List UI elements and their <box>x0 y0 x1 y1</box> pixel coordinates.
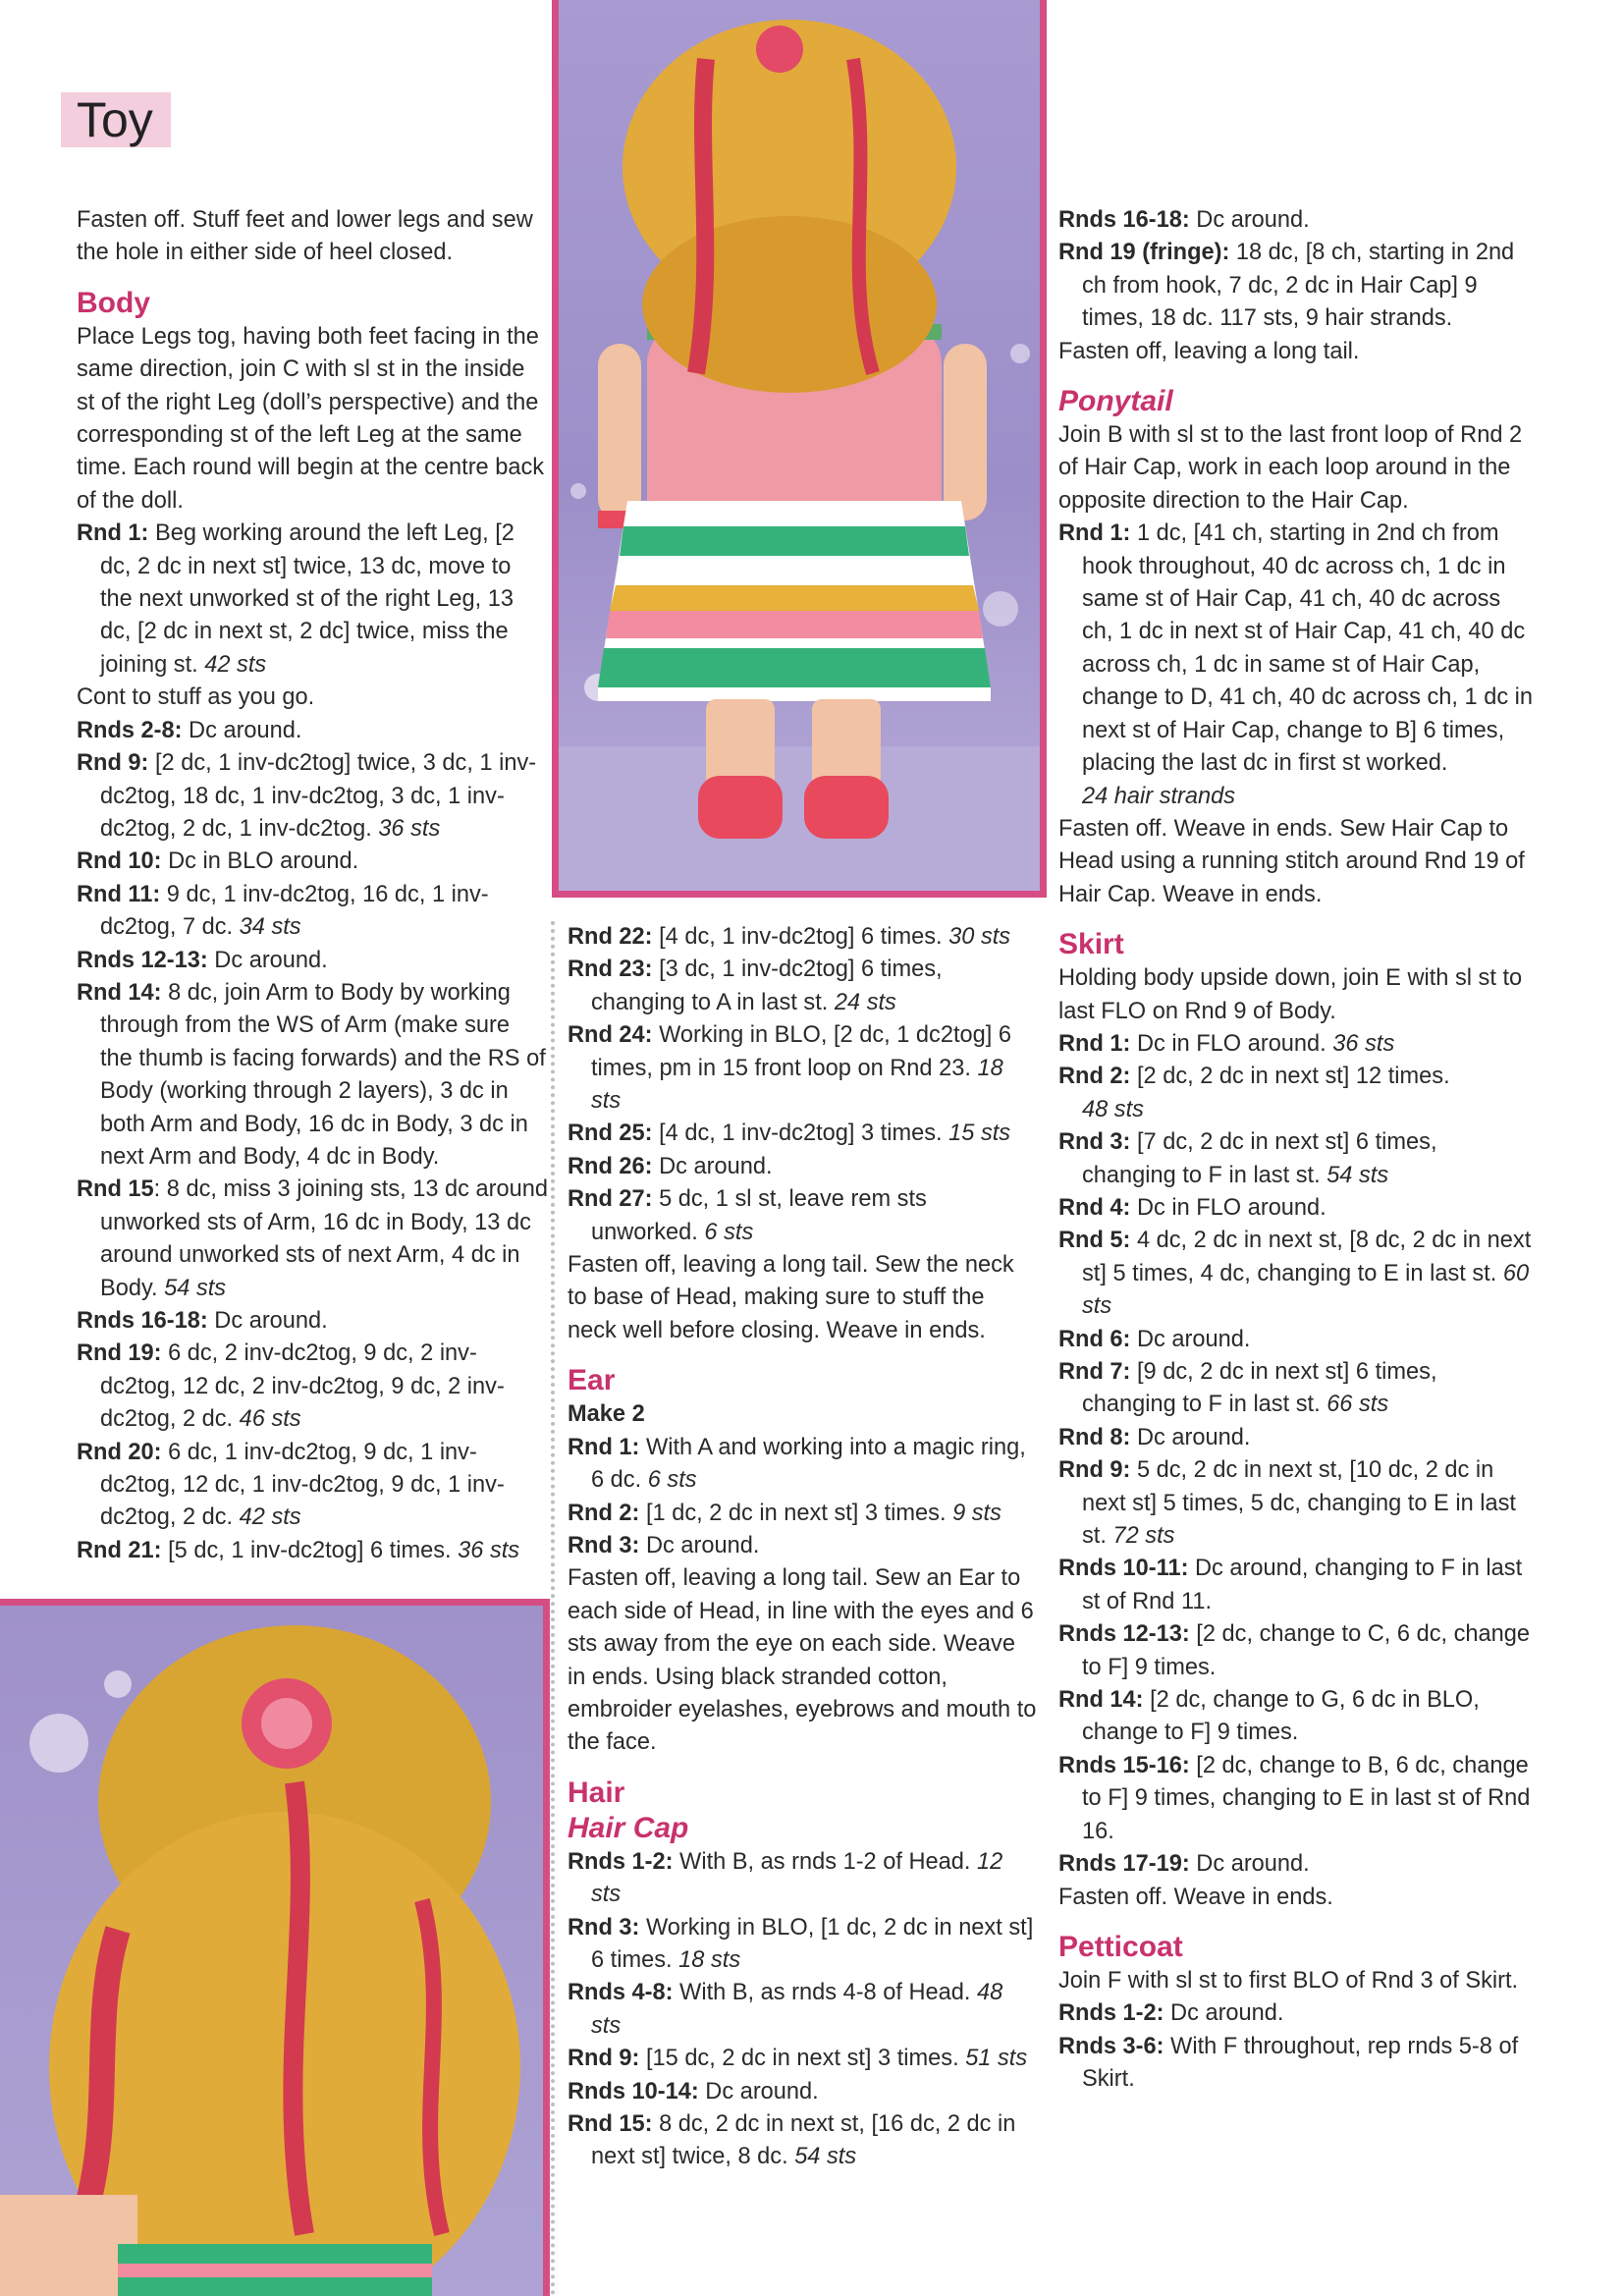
instruction-row: Rnd 6: Dc around. <box>1058 1326 1251 1352</box>
body-heading: Body <box>77 286 150 319</box>
instruction-row: Rnds 17-19: Dc around. <box>1058 1851 1310 1878</box>
instruction-note: Fasten off. Weave in ends. Sew Hair Cap to Head using a running stitch around Rnd 19 of Hair Cap. Weave in ends. <box>1058 815 1525 907</box>
instruction-row: Rnds 10-11: Dc around, changing to F in last st of Rnd 11. <box>1058 1556 1523 1614</box>
instruction-row: Rnd 7: [9 dc, 2 dc in next st] 6 times, changing to F in last st. 66 sts <box>1058 1359 1437 1418</box>
instruction-row: Rnd 10: Dc in BLO around. <box>77 848 359 875</box>
instruction-row: Rnd 8: Dc around. <box>1058 1424 1251 1450</box>
instruction-row: Rnd 3: [7 dc, 2 dc in next st] 6 times, changing to F in last st. 54 sts <box>1058 1129 1437 1188</box>
ponytail-heading: Ponytail <box>1058 385 1173 418</box>
column-1 <box>77 204 548 1567</box>
instruction-row: Rnd 20: 6 dc, 1 inv-dc2tog, 9 dc, 1 inv-dc2tog, 12 dc, 1 inv-dc2tog, 9 dc, 1 inv-dc2tog, 2 dc. 42 sts <box>77 1439 505 1531</box>
instruction-row: Rnd 1: Dc in FLO around. 36 sts <box>1058 1030 1395 1057</box>
instruction-row: Rnd 1: With A and working into a magic ring, 6 dc. 6 sts <box>568 1434 1026 1494</box>
doll-back-photo <box>552 0 1047 898</box>
instruction-note: Fasten off, leaving a long tail. Sew the neck to base of Head, making sure to stuff the neck well before closing. Weave in ends. <box>568 1252 1014 1343</box>
instruction-row: Rnds 4-8: With B, as rnds 4-8 of Head. 48 sts <box>568 1980 1003 2039</box>
instruction-row: Rnd 2: [2 dc, 2 dc in next st] 12 times. 48 sts <box>1058 1064 1450 1122</box>
ponytail-intro: Join B with sl st to the last front loop of Rnd 2 of Hair Cap, work in each loop around in the opposite direction to the Hair Cap. <box>1058 422 1523 514</box>
instruction-row: Rnd 15: 8 dc, 2 dc in next st, [16 dc, 2 dc in next st] twice, 8 dc. 54 sts <box>568 2111 1016 2170</box>
ear-make-count: Make 2 <box>568 1401 645 1428</box>
instruction-row: Rnd 23: [3 dc, 1 inv-dc2tog] 6 times, changing to A in last st. 24 sts <box>568 957 943 1015</box>
hair-heading: Hair <box>568 1776 625 1809</box>
ear-heading: Ear <box>568 1364 616 1397</box>
skirt-heading: Skirt <box>1058 928 1124 961</box>
instruction-row: Rnd 9: 5 dc, 2 dc in next st, [10 dc, 2 dc in next st] 5 times, 5 dc, changing to E in last st. 72 sts <box>1058 1457 1516 1550</box>
doll-hair-photo <box>0 1599 550 2296</box>
instruction-row: Rnd 9: [15 dc, 2 dc in next st] 3 times. 51 sts <box>568 2046 1028 2072</box>
instruction-row: Rnds 16-18: Dc around. <box>77 1308 328 1334</box>
body-intro: Place Legs tog, having both feet facing in the same direction, join C with sl st in the inside st of the right Leg (doll’s perspective) and the corresponding st of the left Leg at the same time. Each round will begin at the centre back of the doll. <box>77 323 545 514</box>
instruction-row: Rnd 1: 1 dc, [41 ch, starting in 2nd ch from hook throughout, 40 dc across ch, 1 dc in same st of Hair Cap, 41 ch, 40 dc across ch, 1 dc in next st of Hair Cap, 41 ch, 40 dc across ch, 1 dc in same st of Hair Cap, change to D, 41 ch, 40 dc across ch, 1 dc in next st of Hair Cap, change to B] 6 times, placing the last dc in first st worked. 24 hair strands <box>1058 520 1534 809</box>
instruction-row: Rnds 12-13: Dc around. <box>77 947 328 973</box>
intro-text: Fasten off. Stuff feet and lower legs and sew the hole in either side of heel closed. <box>77 207 533 266</box>
instruction-row: Rnds 3-6: With F throughout, rep rnds 5-8 of Skirt. <box>1058 2033 1519 2093</box>
instruction-row: Rnd 19: 6 dc, 2 inv-dc2tog, 9 dc, 2 inv-dc2tog, 12 dc, 2 inv-dc2tog, 9 dc, 2 inv-dc2tog, 2 dc. 46 sts <box>77 1340 505 1433</box>
instruction-row: Rnd 27: 5 dc, 1 sl st, leave rem sts unworked. 6 sts <box>568 1186 927 1245</box>
instruction-row: Rnds 1-2: With B, as rnds 1-2 of Head. 12 sts <box>568 1848 1003 1908</box>
column-2 <box>568 921 1037 2174</box>
instruction-row: Rnd 3: Working in BLO, [1 dc, 2 dc in next st] 6 times. 18 sts <box>568 1914 1034 1973</box>
instruction-row: Rnds 12-13: [2 dc, change to C, 6 dc, change to F] 9 times. <box>1058 1621 1531 1680</box>
instruction-row: Rnd 2: [1 dc, 2 dc in next st] 3 times. 9 sts <box>568 1500 1001 1526</box>
section-tag: Toy <box>61 92 171 147</box>
instruction-row: Rnd 9: [2 dc, 1 inv-dc2tog] twice, 3 dc, 1 inv-dc2tog, 18 dc, 1 inv-dc2tog, 3 dc, 1 inv-dc2tog, 2 dc, 1 inv-dc2tog. 36 sts <box>77 750 537 842</box>
instruction-note: Fasten off, leaving a long tail. <box>1058 338 1360 364</box>
instruction-row: Rnd 24: Working in BLO, [2 dc, 1 dc2tog] 6 times, pm in 15 front loop on Rnd 23. 18 sts <box>568 1022 1011 1115</box>
instruction-row: Rnd 11: 9 dc, 1 inv-dc2tog, 16 dc, 1 inv-dc2tog, 7 dc. 34 sts <box>77 881 489 941</box>
instruction-row: Rnd 14: 8 dc, join Arm to Body by working through from the WS of Arm (make sure the thumb is facing forwards) and the RS of Body (working through 2 layers), 3 dc in both Arm and Body, 16 dc in Body, 3 dc in next Arm and Body, 4 dc in Body. <box>77 979 546 1170</box>
instruction-note: Fasten off. Weave in ends. <box>1058 1884 1333 1910</box>
instruction-note: Fasten off, leaving a long tail. Sew an Ear to each side of Head, in line with the eyes and 6 sts away from the eye on each side. Weave in ends. Using black stranded cotton, embroider eyelashes, eyebrows and mouth to the face. <box>568 1565 1037 1756</box>
instruction-row: Rnd 14: [2 dc, change to G, 6 dc in BLO, change to F] 9 times. <box>1058 1687 1480 1746</box>
instruction-row: Rnd 25: [4 dc, 1 inv-dc2tog] 3 times. 15 sts <box>568 1121 1011 1147</box>
instruction-row: Rnd 22: [4 dc, 1 inv-dc2tog] 6 times. 30 sts <box>568 924 1011 950</box>
instruction-row: Rnd 5: 4 dc, 2 dc in next st, [8 dc, 2 dc in next st] 5 times, 4 dc, changing to E in last st. 60 sts <box>1058 1228 1532 1320</box>
instruction-row: Rnds 1-2: Dc around. <box>1058 2000 1284 2027</box>
instruction-row: Rnd 3: Dc around. <box>568 1532 760 1558</box>
instruction-row: Rnd 19 (fringe): 18 dc, [8 ch, starting in 2nd ch from hook, 7 dc, 2 dc in Hair Cap] 9 times, 18 dc. 117 sts, 9 hair strands. <box>1058 240 1515 332</box>
instruction-row: Rnd 1: Beg working around the left Leg, [2 dc, 2 dc in next st] twice, 13 dc, move to the next unworked st of the right Leg, 13 dc, [2 dc in next st, 2 dc] twice, miss the joining st. 42 sts <box>77 520 514 678</box>
instruction-row: Rnds 10-14: Dc around. <box>568 2078 819 2105</box>
column-divider <box>551 921 555 2296</box>
instruction-row: Rnd 4: Dc in FLO around. <box>1058 1194 1326 1221</box>
instruction-row: Rnd 21: [5 dc, 1 inv-dc2tog] 6 times. 36 sts <box>77 1537 520 1563</box>
column-3 <box>1058 204 1534 2097</box>
instruction-row: Rnd 15: 8 dc, miss 3 joining sts, 13 dc around unworked sts of Arm, 16 dc in Body, 13 dc around unworked sts of next Arm, 4 dc in Body. 54 sts <box>77 1176 548 1301</box>
doll-hair-illustration <box>0 1606 543 2296</box>
petticoat-heading: Petticoat <box>1058 1930 1183 1963</box>
instruction-row: Rnds 15-16: [2 dc, change to B, 6 dc, change to F] 9 times, changing to E in last st of Rnd 16. <box>1058 1752 1531 1844</box>
doll-back-illustration <box>559 0 1040 898</box>
instruction-row: Rnd 26: Dc around. <box>568 1153 773 1179</box>
instruction-row: Rnds 2-8: Dc around. <box>77 717 302 743</box>
instruction-row: Rnds 16-18: Dc around. <box>1058 207 1310 233</box>
instruction-note: Cont to stuff as you go. <box>77 684 315 711</box>
skirt-intro: Holding body upside down, join E with sl st to last FLO on Rnd 9 of Body. <box>1058 965 1523 1024</box>
petticoat-intro: Join F with sl st to first BLO of Rnd 3 of Skirt. <box>1058 1967 1519 1994</box>
hair-cap-heading: Hair Cap <box>568 1811 689 1844</box>
